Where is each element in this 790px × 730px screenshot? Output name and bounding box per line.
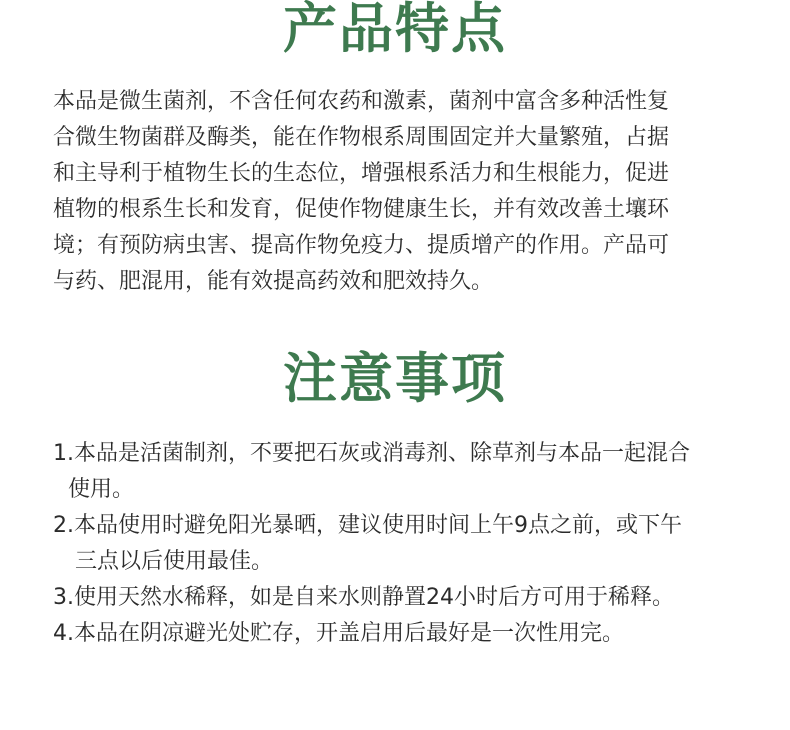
- note-line: 2.本品使用时避免阳光暴晒，建议使用时间上午9点之前，或下午: [53, 513, 682, 538]
- features-line: 与药、肥混用，能有效提高药效和肥效持久。: [53, 269, 494, 294]
- features-line: 境；有预防病虫害、提高作物免疫力、提质增产的作用。产品可: [53, 233, 670, 258]
- notes-list: [53, 436, 753, 652]
- notes-title: 注意事项: [283, 347, 507, 410]
- features-line: 和主导利于植物生长的生态位，增强根系活力和生根能力，促进: [53, 161, 670, 186]
- note-item: [53, 580, 753, 616]
- note-line: 4.本品在阴凉避光处贮存，开盖启用后最好是一次性用完。: [53, 621, 624, 646]
- note-item: [53, 436, 753, 508]
- features-line: 本品是微生菌剂，不含任何农药和激素，菌剂中富含多种活性复: [53, 89, 670, 114]
- note-item: [53, 616, 753, 652]
- note-line-continuation: 三点以后使用最佳。: [75, 549, 274, 574]
- note-line: 3.使用天然水稀释，如是自来水则静置24小时后方可用于稀释。: [53, 585, 674, 610]
- features-paragraph: [53, 84, 743, 300]
- note-line: 1.本品是活菌制剂，不要把石灰或消毒剂、除草剂与本品一起混合: [53, 441, 690, 466]
- features-line: 合微生物菌群及酶类，能在作物根系周围固定并大量繁殖，占据: [53, 125, 670, 150]
- note-item: [53, 508, 753, 580]
- features-title: 产品特点: [283, 0, 507, 60]
- features-line: 植物的根系生长和发育，促使作物健康生长，并有效改善土壤环: [53, 197, 670, 222]
- note-line-continuation: 使用。: [68, 477, 135, 502]
